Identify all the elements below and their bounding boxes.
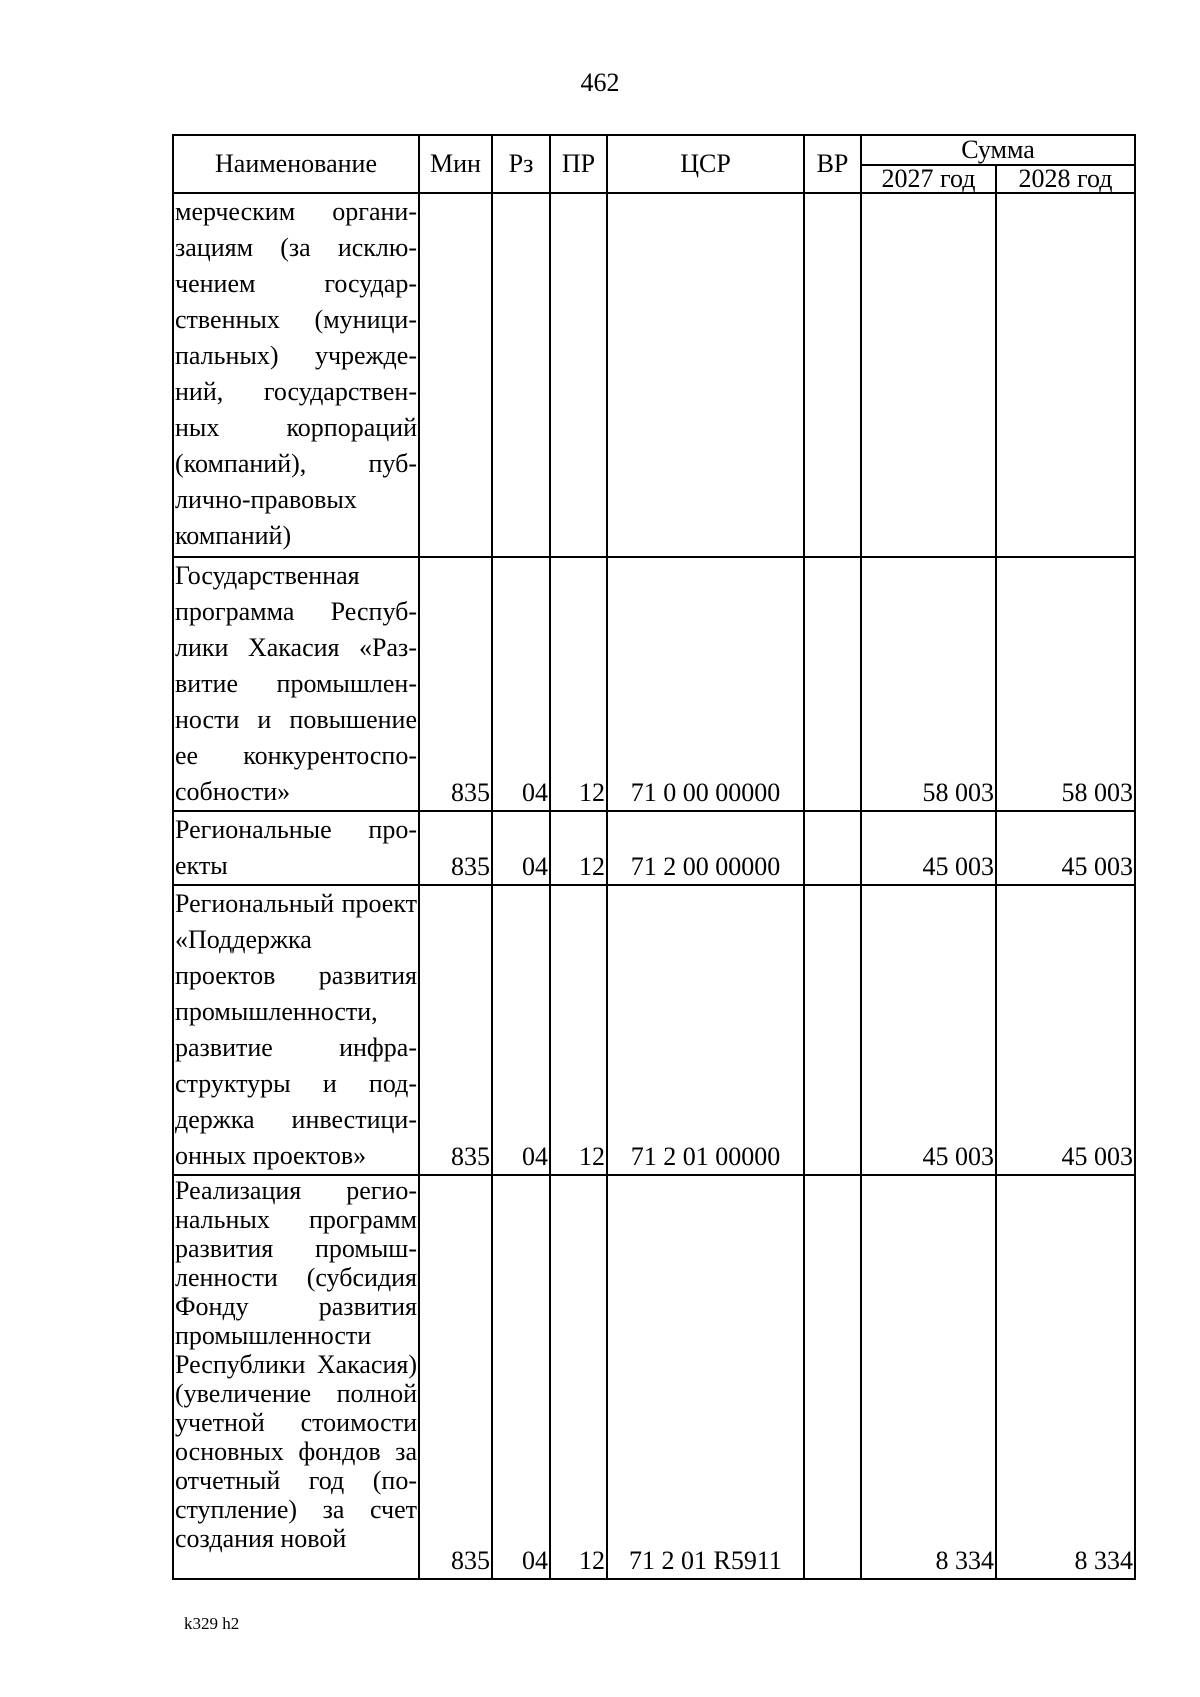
row-vr (804, 1175, 861, 1579)
header-vr: ВР (804, 135, 861, 193)
row-sum-2027: 8 334 (861, 1175, 996, 1579)
row-vr (804, 885, 861, 1175)
row-rz: 04 (492, 557, 550, 811)
row-name: Государственная программа Республики Хакасия «Развитие промышленности и повышение ее конкурентоспособности» (173, 557, 419, 811)
row-rz: 04 (492, 885, 550, 1175)
row-sum-2028: 8 334 (996, 1175, 1135, 1579)
header-sum: Сумма (861, 135, 1135, 165)
header-year-2028: 2028 год (996, 165, 1135, 193)
table-row (173, 811, 1135, 885)
row-vr (804, 557, 861, 811)
page-number: 462 (580, 68, 620, 97)
table-row (173, 193, 1135, 557)
row-min: 835 (419, 811, 492, 885)
table-row (173, 557, 1135, 811)
row-rz: 04 (492, 811, 550, 885)
table-row (173, 1175, 1135, 1579)
row-pr (550, 193, 607, 557)
row-min (419, 193, 492, 557)
row-sum-2027: 58 003 (861, 557, 996, 811)
row-sum-2027 (861, 193, 996, 557)
row-name: Региональные проекты (173, 811, 419, 885)
header-pr: ПР (550, 135, 607, 193)
header-name: Наименование (173, 135, 419, 193)
row-min: 835 (419, 557, 492, 811)
row-name: Региональный проект «Поддержка проектов развития промышленности, развитие инфраструктуры и поддержка инвестиционных проектов» (173, 885, 419, 1175)
row-pr: 12 (550, 885, 607, 1175)
table-row (173, 885, 1135, 1175)
row-csr (607, 193, 804, 557)
header-min: Мин (419, 135, 492, 193)
row-sum-2028: 45 003 (996, 885, 1135, 1175)
row-csr: 71 0 00 00000 (607, 557, 804, 811)
row-pr: 12 (550, 1175, 607, 1579)
document-code: k329 h2 (184, 1614, 240, 1633)
row-rz (492, 193, 550, 557)
header-rz: Рз (492, 135, 550, 193)
row-csr: 71 2 01 R5911 (607, 1175, 804, 1579)
header-csr: ЦСР (607, 135, 804, 193)
header-year-2027: 2027 год (861, 165, 996, 193)
row-sum-2027: 45 003 (861, 885, 996, 1175)
row-vr (804, 811, 861, 885)
row-sum-2028: 45 003 (996, 811, 1135, 885)
row-pr: 12 (550, 811, 607, 885)
row-csr: 71 2 00 00000 (607, 811, 804, 885)
row-min: 835 (419, 885, 492, 1175)
row-sum-2028: 58 003 (996, 557, 1135, 811)
row-vr (804, 193, 861, 557)
row-min: 835 (419, 1175, 492, 1579)
row-sum-2027: 45 003 (861, 811, 996, 885)
row-name: Реализация региональных программ развития промышленности (субсидия Фонду развития промышленности Республики Хакасия) (увеличение полной учетной стоимости основных фондов за отчетный год (поступление) за счет создания новой (173, 1175, 419, 1579)
row-sum-2028 (996, 193, 1135, 557)
row-rz: 04 (492, 1175, 550, 1579)
row-pr: 12 (550, 557, 607, 811)
budget-table (172, 134, 1136, 1580)
header-row-1 (173, 135, 1135, 165)
row-name: мерческим организациям (за исключением государственных (муниципальных) учреждений, государственных корпораций (компаний), публично-правовых компаний) (173, 193, 419, 557)
row-csr: 71 2 01 00000 (607, 885, 804, 1175)
